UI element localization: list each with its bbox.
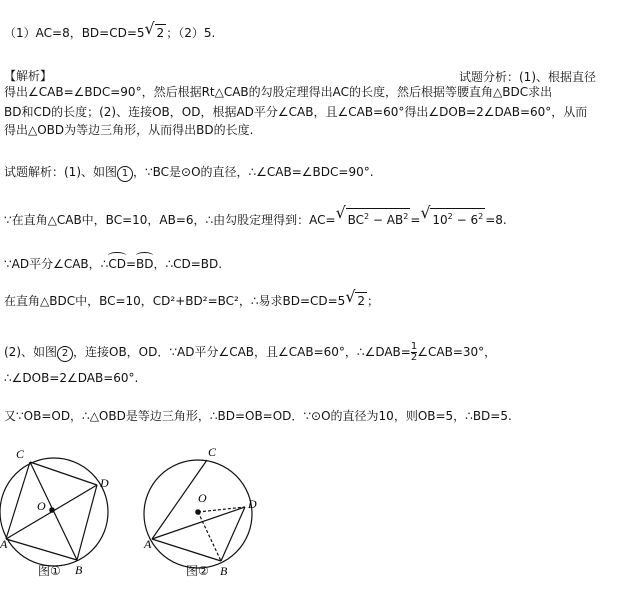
figure-1-caption: 图① <box>38 564 61 578</box>
solution-line4: 在直角△BDC中，BC=10，CD²+BD²=BC²，∴易求BD=CD=5√ 2 ； <box>4 292 379 309</box>
solution-line1: 试题解析：(1)、如图 1 ，∵BC是⊙O的直径，∴∠CAB=∠BDC=90°. <box>4 164 374 182</box>
analysis-heading: 【解析】 <box>4 69 53 83</box>
answer-line <box>4 24 215 41</box>
figure-2 <box>144 460 252 568</box>
geometry-figures <box>0 440 630 600</box>
fig2-center-dot <box>196 510 200 514</box>
fig1-label-b: B <box>75 563 83 577</box>
analysis-line2: BD和CD的长度；(2)、连接OB，OD，根据AD平分∠CAB，且∠CAB=60°得出∠DOB=2∠DAB=60°，从而 <box>4 105 588 119</box>
fig1-label-d: D <box>100 476 109 490</box>
answer-sqrt: √ 2 <box>145 24 167 41</box>
fig2-label-a: A <box>144 537 152 551</box>
answer-part1: （1）AC=8，BD=CD=5 <box>4 26 145 40</box>
fig1-label-a: A <box>0 537 8 551</box>
answer-part2: ；（2）5. <box>166 26 216 40</box>
fig1-segment-dc <box>30 462 97 485</box>
arc-bd: BD <box>136 252 153 272</box>
fig2-segment-bd <box>221 507 245 561</box>
analysis-line1: 得出∠CAB=∠BDC=90°，然后根据Rt△CAB的勾股定理得出AC的长度，然后根据等腰直角△BDC求出 <box>4 85 553 99</box>
analysis-right-label: 试题分析：(1)、根据直径 <box>459 70 596 84</box>
figure-ref-2: 2 <box>57 346 73 362</box>
figure-1 <box>0 458 108 566</box>
fig1-label-o: O <box>37 499 46 513</box>
fig2-label-o: O <box>198 491 207 505</box>
fig1-segment-ab <box>6 539 77 560</box>
figure-ref-1: 1 <box>117 166 133 182</box>
solution-line6: ∴∠DOB=2∠DAB=60°. <box>4 371 139 385</box>
solution-line5: (2)、如图 2 ，连接OB，OD．∵AD平分∠CAB，且∠CAB=60°，∴∠DAB= $\frac{1}{2}$ ∠CAB=30°， <box>4 341 497 363</box>
figure-2-caption: 图② <box>186 564 209 578</box>
fig2-label-c: C <box>208 445 217 459</box>
sqrt-bc-ab: √ $BC^2 - AB^2$ <box>336 208 411 228</box>
solution-line3: ∵AD平分∠CAB，∴CD=BD，∴CD=BD. <box>4 252 222 272</box>
fig2-label-d: D <box>248 497 257 511</box>
fig1-center-dot <box>50 508 54 512</box>
fig1-label-c: C <box>16 447 25 461</box>
solution-line7: 又∵OB=OD，∴△OBD是等边三角形，∴BD=OB=OD．∵⊙O的直径为10，则OB=5，∴BD=5. <box>4 409 512 423</box>
analysis-line3: 得出△OBD为等边三角形，从而得出BD的长度. <box>4 123 254 137</box>
fig2-label-b: B <box>220 564 228 578</box>
fraction-half: $\frac{1}{2}$ <box>410 341 418 363</box>
solution-line2: ∵在直角△CAB中，BC=10，AB=6，∴由勾股定理得到：AC=√ $BC^2 - AB^2$ =√ $10^2 - 6^2 =8$. <box>4 208 507 228</box>
sqrt-2: √ 2 <box>345 292 367 309</box>
fig2-segment-ab <box>152 539 221 561</box>
sqrt-10-6: √ $10^2 - 6^2$ <box>420 208 485 228</box>
arc-cd: CD <box>108 252 126 272</box>
